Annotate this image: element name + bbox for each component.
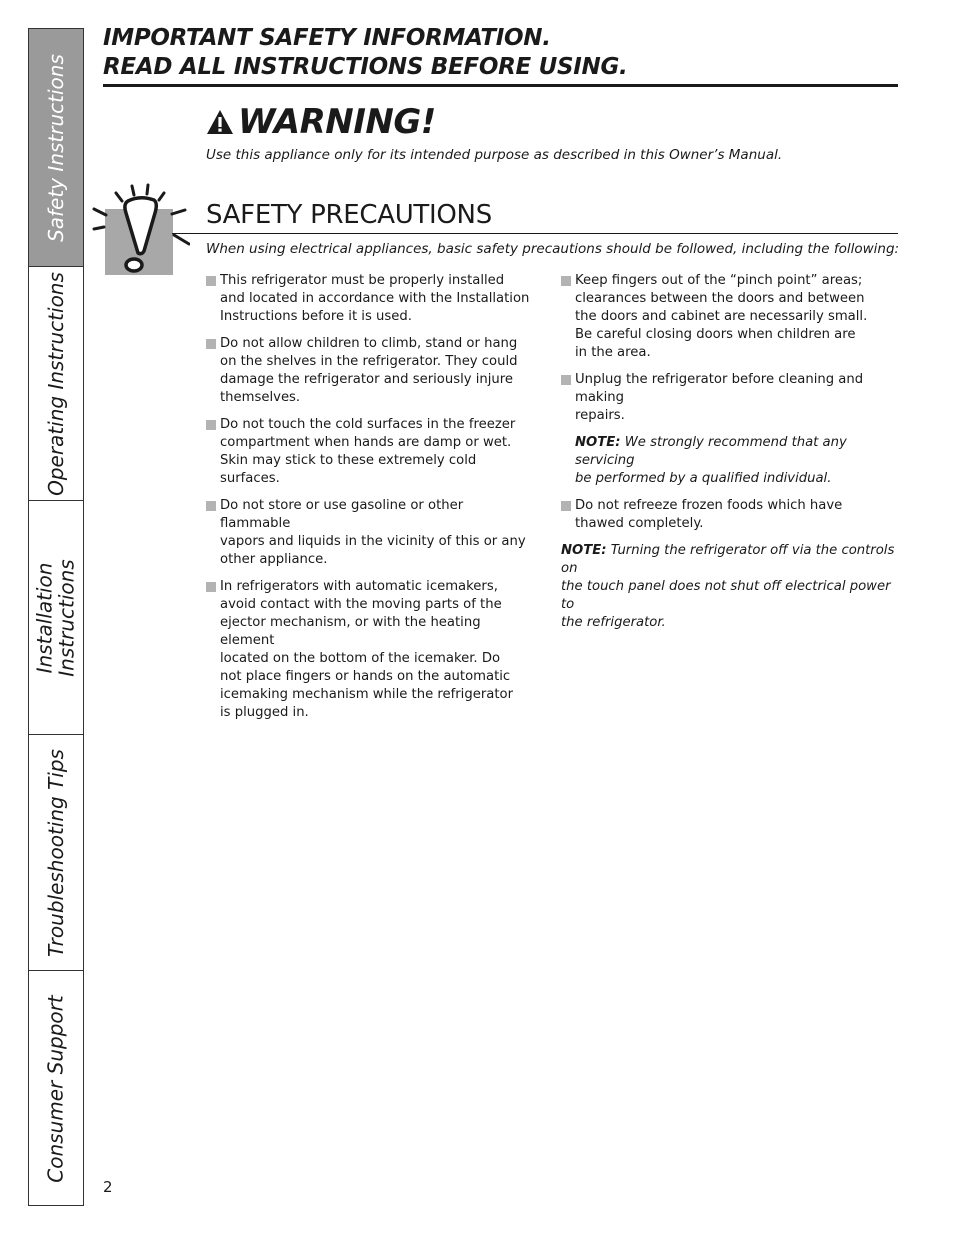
note-text: Turning the refrigerator off via the controls on the touch panel does not shut off electrical power to the refrigerator. [561,543,895,630]
tab-label: Troubleshooting Tips [44,748,69,957]
list-item: Do not touch the cold surfaces in the freezer compartment when hands are damp or wet. Skin may stick to these extremely cold surfaces. [206,416,536,488]
tab-operating-instructions[interactable] [29,267,83,501]
page-number: 2 [103,1178,113,1196]
tab-label-line1: Installation [33,562,57,673]
precautions-left-column [206,272,536,731]
page-header [103,24,898,87]
tab-label [34,559,78,676]
power-note [561,542,901,632]
tab-safety-instructions[interactable] [29,29,83,267]
list-item: Do not refreeze frozen foods which have thawed completely. [561,497,901,533]
warning-subtitle: Use this appliance only for its intended purpose as described in this Owner’s Manual. [206,147,783,163]
tab-label: Operating Instructions [44,271,68,496]
tab-label: Consumer Support [44,995,68,1183]
list-item: In refrigerators with automatic icemakers, avoid contact with the moving parts of the ejector mechanism, or with the heating element located on the bottom of the icemaker. Do not place fingers or hands on the automatic icemaking mechanism while the refrigerator is plugged in. [206,578,536,722]
list-item: Keep fingers out of the “pinch point” areas; clearances between the doors and between the doors and cabinet are necessarily small. Be careful closing doors when children are in the area. [561,272,901,362]
tab-label-line2: Instructions [55,558,79,677]
safety-precautions-title: SAFETY PRECAUTIONS [206,200,492,230]
warning-triangle-icon [206,109,234,135]
note-label: NOTE: [575,435,621,450]
note-text: We strongly recommend that any servicing be performed by a qualified individual. [575,435,847,486]
header-line-2: READ ALL INSTRUCTIONS BEFORE USING. [103,54,628,80]
precautions-right-column [561,272,901,641]
warning-heading [206,100,436,144]
list-item: Do not allow children to climb, stand or hang on the shelves in the refrigerator. They could damage the refrigerator and seriously injure themselves. [206,335,536,407]
tab-label: Safety Instructions [44,53,69,242]
note-label: NOTE: [561,543,607,558]
tab-consumer-support[interactable] [29,971,83,1207]
warning-title: WARNING! [238,102,436,142]
tab-troubleshooting-tips[interactable] [29,735,83,971]
section-divider [172,233,898,234]
list-item: Do not store or use gasoline or other flammable vapors and liquids in the vicinity of this or any other appliance. [206,497,536,569]
header-line-1: IMPORTANT SAFETY INFORMATION. [103,25,551,51]
servicing-note [561,434,901,488]
exclamation-alert-icon [92,183,190,279]
list-item: Unplug the refrigerator before cleaning and making repairs. [561,371,901,425]
safety-precautions-intro: When using electrical appliances, basic safety precautions should be followed, including the following: [206,241,900,257]
section-tabs [28,28,84,1206]
list-item: This refrigerator must be properly installed and located in accordance with the Installation Instructions before it is used. [206,272,536,326]
tab-installation-instructions[interactable] [29,501,83,735]
